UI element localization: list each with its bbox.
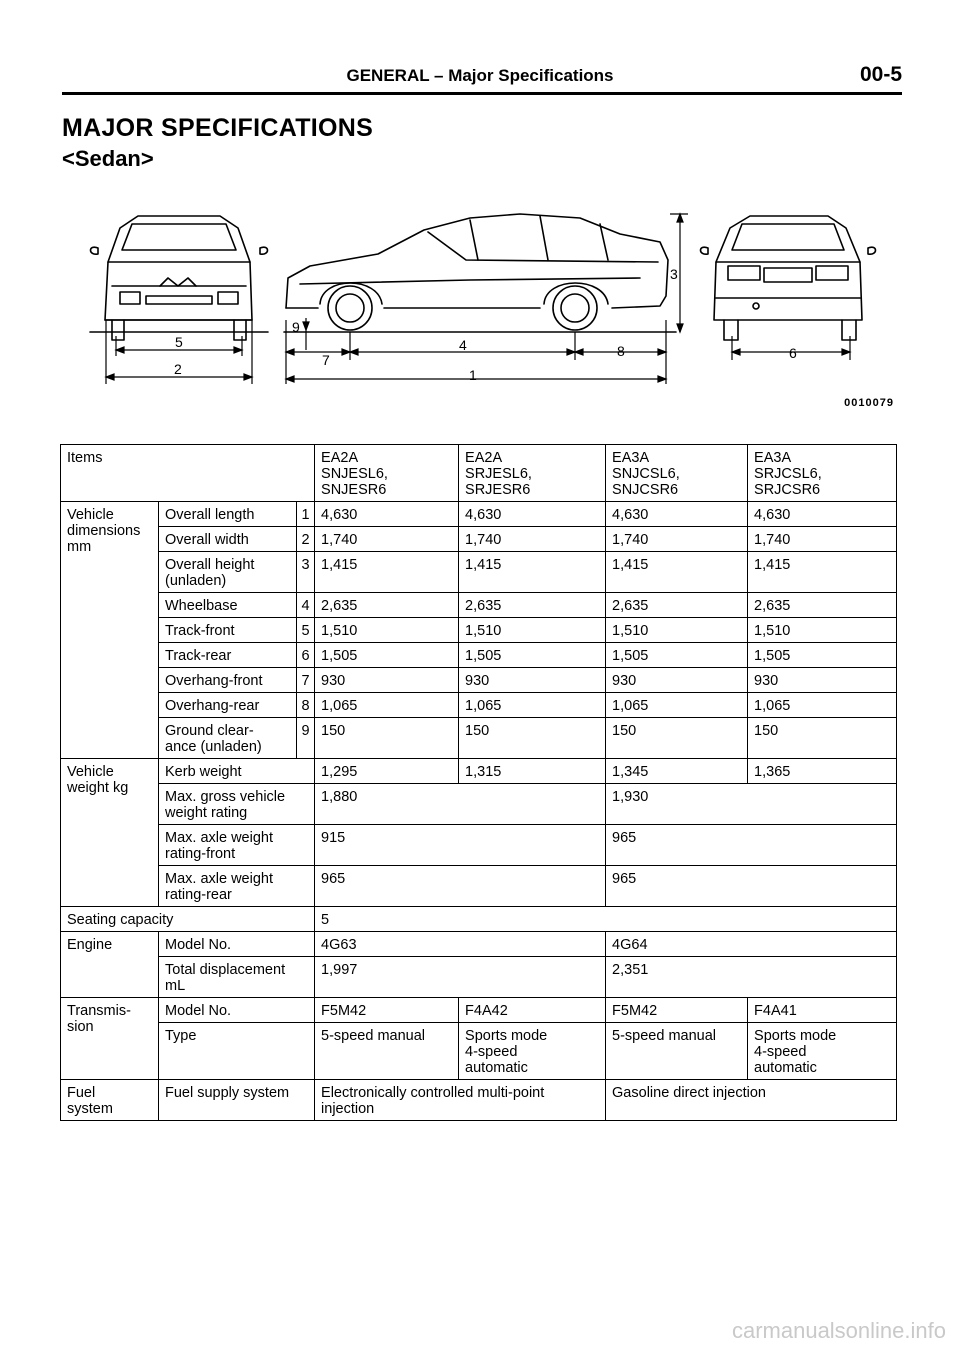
cell-value: 1,345 [606, 759, 748, 784]
cell-value: 1,065 [315, 693, 459, 718]
cell-value: Sports mode 4-speed automatic [459, 1023, 606, 1080]
cell-value: 2,635 [606, 593, 748, 618]
cell-value: 1,930 [606, 784, 897, 825]
cell-value: 2,351 [606, 957, 897, 998]
dim-label-5: 5 [175, 334, 183, 350]
rear-view-drawing [701, 216, 876, 340]
group-fuel-system: Fuel system [61, 1080, 159, 1121]
table-row [61, 668, 897, 693]
row-dim-no: 2 [297, 527, 315, 552]
cell-value: Sports mode 4-speed automatic [748, 1023, 897, 1080]
table-header-row [61, 445, 897, 502]
row-label: Ground clear- ance (unladen) [159, 718, 297, 759]
row-label: Max. axle weight rating-rear [159, 866, 315, 907]
cell-value: 1,740 [459, 527, 606, 552]
row-label: Max. gross vehicle weight rating [159, 784, 315, 825]
row-dim-no: 4 [297, 593, 315, 618]
table-row [61, 593, 897, 618]
cell-value: F4A42 [459, 998, 606, 1023]
cell-value: 150 [606, 718, 748, 759]
group-vehicle-weight: Vehicle weight kg [61, 759, 159, 907]
front-view-drawing [90, 216, 268, 340]
row-label: Overall width [159, 527, 297, 552]
cell-value: 930 [748, 668, 897, 693]
cell-value: 1,415 [459, 552, 606, 593]
cell-value: 1,065 [748, 693, 897, 718]
dim-label-3: 3 [670, 266, 678, 282]
row-label: Kerb weight [159, 759, 315, 784]
row-label: Overall height (unladen) [159, 552, 297, 593]
page-number: 00-5 [859, 63, 902, 86]
cell-value: 930 [606, 668, 748, 693]
cell-value: 4,630 [459, 502, 606, 527]
table-row [61, 502, 897, 527]
cell-value: 2,635 [459, 593, 606, 618]
table-row [61, 907, 897, 932]
cell-value: 5 [315, 907, 897, 932]
row-label: Overhang-rear [159, 693, 297, 718]
cell-value: 1,065 [459, 693, 606, 718]
cell-value: 1,510 [459, 618, 606, 643]
cell-value: 1,295 [315, 759, 459, 784]
cell-value: 2,635 [315, 593, 459, 618]
row-label: Overall length [159, 502, 297, 527]
row-label: Track-front [159, 618, 297, 643]
cell-value: 1,510 [748, 618, 897, 643]
cell-value: 2,635 [748, 593, 897, 618]
dim-label-1: 1 [469, 367, 477, 383]
header-model-4: EA3A SRJCSL6, SRJCSR6 [748, 445, 897, 502]
row-label: Track-rear [159, 643, 297, 668]
header-model-1: EA2A SNJESL6, SNJESR6 [315, 445, 459, 502]
cell-value: 150 [748, 718, 897, 759]
table-row [61, 693, 897, 718]
group-engine: Engine [61, 932, 159, 998]
row-label: Model No. [159, 998, 315, 1023]
cell-value: 1,880 [315, 784, 606, 825]
cell-value: 1,505 [315, 643, 459, 668]
table-row [61, 759, 897, 784]
group-vehicle-dimensions: Vehicle dimensions mm [61, 502, 159, 759]
cell-value: 4G63 [315, 932, 606, 957]
cell-value: Gasoline direct injection [606, 1080, 897, 1121]
header-model-2: EA2A SRJESL6, SRJESR6 [459, 445, 606, 502]
cell-value: 1,065 [606, 693, 748, 718]
cell-value: 150 [459, 718, 606, 759]
table-row [61, 618, 897, 643]
cell-value: 1,740 [606, 527, 748, 552]
cell-value: Electronically controlled multi-point injection [315, 1080, 606, 1121]
cell-value: 1,415 [606, 552, 748, 593]
row-label: Overhang-front [159, 668, 297, 693]
cell-value: F4A41 [748, 998, 897, 1023]
figure-code: 0010079 [844, 397, 894, 409]
row-dim-no: 7 [297, 668, 315, 693]
cell-value: 965 [315, 866, 606, 907]
row-label: Max. axle weight rating-front [159, 825, 315, 866]
cell-value: 4G64 [606, 932, 897, 957]
section-subheading: <Sedan> [62, 146, 154, 171]
cell-value: 5-speed manual [315, 1023, 459, 1080]
cell-value: 965 [606, 825, 897, 866]
row-dim-no: 8 [297, 693, 315, 718]
header-items: Items [61, 445, 315, 502]
cell-value: 1,505 [748, 643, 897, 668]
table-row [61, 866, 897, 907]
dim-label-2: 2 [174, 361, 182, 377]
table-row [61, 825, 897, 866]
table-row [61, 552, 897, 593]
row-label: Wheelbase [159, 593, 297, 618]
dim-label-4: 4 [459, 337, 467, 353]
specifications-table [60, 444, 897, 1121]
cell-value: 5-speed manual [606, 1023, 748, 1080]
row-dim-no: 6 [297, 643, 315, 668]
table-row [61, 527, 897, 552]
table-row [61, 1080, 897, 1121]
cell-value: F5M42 [606, 998, 748, 1023]
table-row [61, 957, 897, 998]
cell-value: 4,630 [748, 502, 897, 527]
cell-value: 4,630 [606, 502, 748, 527]
cell-value: 1,740 [315, 527, 459, 552]
dim-label-9: 9 [292, 319, 300, 335]
cell-value: 915 [315, 825, 606, 866]
group-transmission: Transmis- sion [61, 998, 159, 1080]
table-row [61, 998, 897, 1023]
table-row [61, 784, 897, 825]
vehicle-dimensions-figure [0, 200, 960, 440]
header-rule [62, 92, 902, 95]
group-seating-capacity: Seating capacity [61, 907, 315, 932]
dim-label-6: 6 [789, 345, 797, 361]
cell-value: 1,997 [315, 957, 606, 998]
dim-label-8: 8 [617, 343, 625, 359]
header-model-3: EA3A SNJCSL6, SNJCSR6 [606, 445, 748, 502]
table-row [61, 718, 897, 759]
cell-value: 1,415 [315, 552, 459, 593]
watermark: carmanualsonline.info [731, 1318, 946, 1343]
row-label: Type [159, 1023, 315, 1080]
row-dim-no: 9 [297, 718, 315, 759]
cell-value: 1,510 [606, 618, 748, 643]
row-label: Total displacement mL [159, 957, 315, 998]
cell-value: 930 [315, 668, 459, 693]
cell-value: F5M42 [315, 998, 459, 1023]
dim-label-7: 7 [322, 352, 330, 368]
side-view-drawing [284, 214, 676, 332]
section-heading: MAJOR SPECIFICATIONS [62, 114, 374, 142]
cell-value: 1,415 [748, 552, 897, 593]
row-dim-no: 5 [297, 618, 315, 643]
cell-value: 150 [315, 718, 459, 759]
cell-value: 1,505 [606, 643, 748, 668]
row-label: Model No. [159, 932, 315, 957]
table-row [61, 1023, 897, 1080]
cell-value: 1,365 [748, 759, 897, 784]
table-row [61, 932, 897, 957]
cell-value: 4,630 [315, 502, 459, 527]
cell-value: 1,740 [748, 527, 897, 552]
table-row [61, 643, 897, 668]
cell-value: 1,510 [315, 618, 459, 643]
cell-value: 1,505 [459, 643, 606, 668]
page-header-title: GENERAL – Major Specifications [346, 66, 614, 85]
row-dim-no: 3 [297, 552, 315, 593]
row-label: Fuel supply system [159, 1080, 315, 1121]
cell-value: 1,315 [459, 759, 606, 784]
cell-value: 930 [459, 668, 606, 693]
cell-value: 965 [606, 866, 897, 907]
row-dim-no: 1 [297, 502, 315, 527]
